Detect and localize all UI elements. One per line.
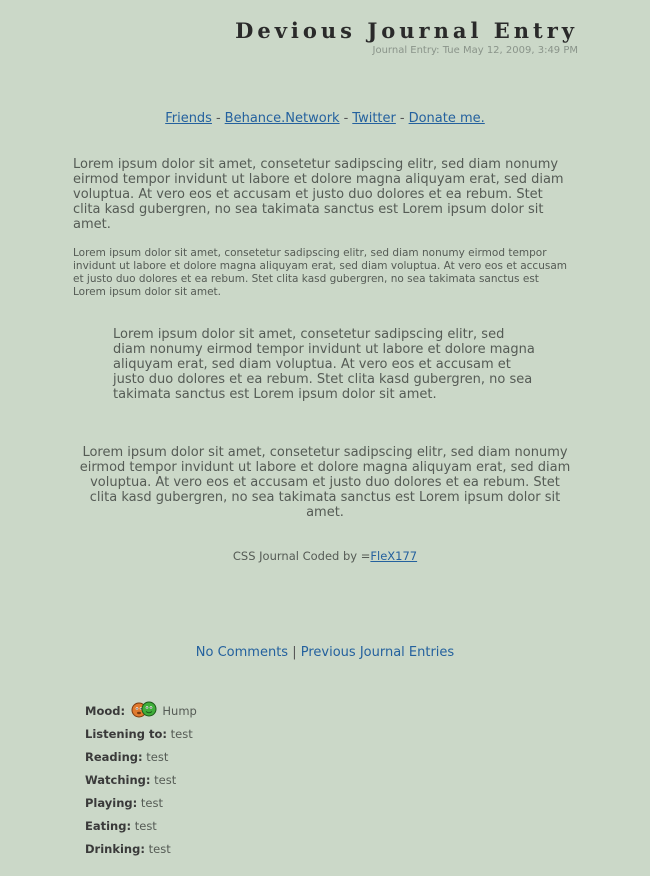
meta-label: Drinking: <box>85 842 145 856</box>
no-comments-link[interactable]: No Comments <box>195 645 289 660</box>
mood-label: Mood: <box>85 704 126 718</box>
meta-value: test <box>170 727 193 741</box>
credit-prefix: CSS Journal Coded by = <box>232 549 371 563</box>
blockquote: Lorem ipsum dolor sit amet, consetetur sadipscing elitr, sed diam nonumy eirmod tempor invidunt ut labore et dolore magna aliquyam erat, sed diam voluptua. At vero eos et accusam et justo duo dolores et ea rebum. Stet clita kasd gubergren, no sea takimata sanctus est Lorem ipsum dolor sit amet. <box>113 327 535 402</box>
meta-value: test <box>146 750 169 764</box>
entry-date: Journal Entry: Tue May 12, 2009, 3:49 PM <box>372 45 578 56</box>
behance-link[interactable]: Behance.Network <box>224 111 340 126</box>
nav-separator: - <box>399 111 405 126</box>
small-paragraph: Lorem ipsum dolor sit amet, consetetur sadipscing elitr, sed diam nonumy eirmod tempor invidunt ut labore et dolore magna aliquyam erat, sed diam voluptua. At vero eos et accusam et justo duo dolores et ea rebum. Stet clita kasd gubergren, no sea takimata sanctus est Lorem ipsum dolor sit amet. <box>73 247 567 298</box>
credit-line <box>0 549 650 563</box>
previous-entries-link[interactable]: Previous Journal Entries <box>300 645 455 660</box>
nav-links <box>0 111 650 126</box>
donate-link[interactable]: Donate me. <box>408 111 485 126</box>
meta-label: Eating: <box>85 819 132 833</box>
reading-row <box>85 746 197 769</box>
meta-value: test <box>134 819 157 833</box>
author-link[interactable]: FleX177 <box>370 549 418 563</box>
meta-value: test <box>154 773 177 787</box>
twitter-link[interactable]: Twitter <box>352 111 396 126</box>
mood-value: Hump <box>162 704 197 718</box>
meta-label: Watching: <box>85 773 151 787</box>
mood-row <box>85 700 197 723</box>
meta-label: Reading: <box>85 750 143 764</box>
eating-row <box>85 815 197 838</box>
friends-link[interactable]: Friends <box>165 111 212 126</box>
drinking-row <box>85 838 197 861</box>
meta-label: Playing: <box>85 796 138 810</box>
journal-header <box>235 18 578 56</box>
meta-value: test <box>140 796 163 810</box>
comments-divider: | <box>292 645 297 660</box>
comments-bar <box>0 645 650 660</box>
centered-paragraph: Lorem ipsum dolor sit amet, consetetur sadipscing elitr, sed diam nonumy eirmod tempor invidunt ut labore et dolore magna aliquyam erat, sed diam voluptua. At vero eos et accusam et justo duo dolores et ea rebum. Stet clita kasd gubergren, no sea takimata sanctus est Lorem ipsum dolor sit amet. <box>79 445 571 520</box>
meta-value: test <box>148 842 171 856</box>
watching-row <box>85 769 197 792</box>
playing-row <box>85 792 197 815</box>
body-paragraph: Lorem ipsum dolor sit amet, consetetur sadipscing elitr, sed diam nonumy eirmod tempor invidunt ut labore et dolore magna aliquyam erat, sed diam voluptua. At vero eos et accusam et justo duo dolores et ea rebum. Stet clita kasd gubergren, no sea takimata sanctus est Lorem ipsum dolor sit amet. <box>73 157 564 232</box>
page-title: Devious Journal Entry <box>235 18 578 43</box>
listening-row <box>85 723 197 746</box>
nav-separator: - <box>343 111 349 126</box>
journal-meta <box>85 700 197 861</box>
nav-separator: - <box>215 111 221 126</box>
meta-label: Listening to: <box>85 727 167 741</box>
